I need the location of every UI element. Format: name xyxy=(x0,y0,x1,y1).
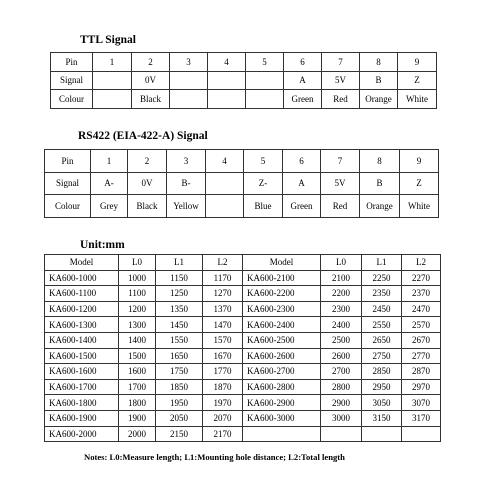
table-cell: Z- xyxy=(244,172,283,195)
table-cell: KA600-2800 xyxy=(243,379,321,395)
table-cell: 1370 xyxy=(203,301,243,317)
ttl-signal-title: TTL Signal xyxy=(80,34,136,46)
table-cell: Orange xyxy=(360,90,398,109)
table-cell: White xyxy=(398,90,437,109)
table-cell: 2400 xyxy=(321,317,362,333)
colour-row xyxy=(45,195,439,218)
table-cell: KA600-2200 xyxy=(243,286,321,302)
table-cell: KA600-1300 xyxy=(45,317,119,333)
table-cell: 1750 xyxy=(156,364,203,380)
table-cell: 2270 xyxy=(402,270,441,286)
table-cell: KA600-2300 xyxy=(243,301,321,317)
table-cell: A xyxy=(283,172,321,195)
table-cell: 2170 xyxy=(203,426,243,442)
table-cell xyxy=(93,71,132,90)
table-cell xyxy=(321,426,362,442)
table-cell: 2450 xyxy=(362,301,402,317)
pin-row xyxy=(45,150,439,173)
signal-row xyxy=(45,172,439,195)
table-row xyxy=(45,426,441,442)
table-cell: B xyxy=(360,172,400,195)
table-cell: 1500 xyxy=(119,348,156,364)
table-cell: 1700 xyxy=(119,379,156,395)
table-cell xyxy=(208,71,246,90)
table-cell: KA600-1100 xyxy=(45,286,119,302)
table-cell xyxy=(208,90,246,109)
table-cell: 3150 xyxy=(362,410,402,426)
table-cell: KA600-1900 xyxy=(45,410,119,426)
table-cell: KA600-1200 xyxy=(45,301,119,317)
table-cell: 4 xyxy=(208,53,246,72)
table-row xyxy=(45,379,441,395)
table-cell: 1450 xyxy=(156,317,203,333)
table-cell: Signal xyxy=(45,172,91,195)
table-row xyxy=(45,364,441,380)
table-cell: 1400 xyxy=(119,332,156,348)
table-cell: KA600-1400 xyxy=(45,332,119,348)
table-cell: Orange xyxy=(360,195,400,218)
table-cell: Pin xyxy=(45,150,91,173)
table-row xyxy=(45,410,441,426)
table-cell xyxy=(243,426,321,442)
table-cell: 9 xyxy=(400,150,439,173)
table-cell: 1900 xyxy=(119,410,156,426)
unit-title: Unit:mm xyxy=(80,239,125,251)
table-cell: Black xyxy=(132,90,170,109)
table-cell: 3 xyxy=(167,150,206,173)
table-cell: 1670 xyxy=(203,348,243,364)
table-cell: KA600-2400 xyxy=(243,317,321,333)
table-cell: 2600 xyxy=(321,348,362,364)
table-cell: 2070 xyxy=(203,410,243,426)
table-cell: 1350 xyxy=(156,301,203,317)
table-cell: 2500 xyxy=(321,332,362,348)
table-cell: Model xyxy=(243,255,321,271)
table-cell: 2850 xyxy=(362,364,402,380)
table-cell: 2 xyxy=(132,53,170,72)
table-cell: B xyxy=(360,71,398,90)
table-cell xyxy=(362,426,402,442)
table-row xyxy=(45,317,441,333)
table-cell: 1970 xyxy=(203,395,243,411)
table-cell: 4 xyxy=(206,150,244,173)
table-cell: Colour xyxy=(45,195,91,218)
table-cell: 2100 xyxy=(321,270,362,286)
table-cell: L0 xyxy=(321,255,362,271)
table-cell: Red xyxy=(321,195,360,218)
table-cell: 1570 xyxy=(203,332,243,348)
table-cell: 2900 xyxy=(321,395,362,411)
table-cell: 2370 xyxy=(402,286,441,302)
table-cell: 1600 xyxy=(119,364,156,380)
pin-row xyxy=(51,53,437,72)
table-cell: L1 xyxy=(362,255,402,271)
table-cell: Grey xyxy=(91,195,128,218)
table-cell: 2150 xyxy=(156,426,203,442)
table-cell: KA600-2600 xyxy=(243,348,321,364)
table-cell: 1800 xyxy=(119,395,156,411)
table-cell: 1000 xyxy=(119,270,156,286)
table-cell: 6 xyxy=(284,53,322,72)
table-cell: Red xyxy=(322,90,360,109)
table-cell: 1250 xyxy=(156,286,203,302)
table-cell: 1550 xyxy=(156,332,203,348)
table-cell: 2550 xyxy=(362,317,402,333)
table-cell: 3170 xyxy=(402,410,441,426)
table-cell: 2970 xyxy=(402,379,441,395)
table-row xyxy=(45,395,441,411)
table-row xyxy=(45,301,441,317)
table-cell: 2650 xyxy=(362,332,402,348)
table-cell xyxy=(170,90,208,109)
table-cell: Yellow xyxy=(167,195,206,218)
table-cell: 1870 xyxy=(203,379,243,395)
table-cell xyxy=(170,71,208,90)
table-cell: Green xyxy=(284,90,322,109)
table-cell: Colour xyxy=(51,90,93,109)
table-cell: 7 xyxy=(321,150,360,173)
table-cell: L1 xyxy=(156,255,203,271)
table-cell: 2570 xyxy=(402,317,441,333)
table-cell: 5 xyxy=(244,150,283,173)
table-cell: 2750 xyxy=(362,348,402,364)
table-cell: KA600-1600 xyxy=(45,364,119,380)
table-cell: 1150 xyxy=(156,270,203,286)
table-cell: 1300 xyxy=(119,317,156,333)
table-row xyxy=(45,286,441,302)
table-cell: 8 xyxy=(360,150,400,173)
table-cell: KA600-1800 xyxy=(45,395,119,411)
table-cell: 1 xyxy=(91,150,128,173)
table-cell: 8 xyxy=(360,53,398,72)
table-row xyxy=(45,270,441,286)
table-cell: L2 xyxy=(402,255,441,271)
notes-text: Notes: L0:Measure length; L1:Mounting hole distance; L2:Total length xyxy=(84,452,345,462)
table-cell: 7 xyxy=(322,53,360,72)
table-cell xyxy=(206,172,244,195)
table-cell: 2000 xyxy=(119,426,156,442)
table-row xyxy=(45,348,441,364)
table-cell: 1270 xyxy=(203,286,243,302)
table-cell: White xyxy=(400,195,439,218)
table-cell: 2200 xyxy=(321,286,362,302)
table-cell: 2050 xyxy=(156,410,203,426)
table-cell: 2870 xyxy=(402,364,441,380)
table-cell: Z xyxy=(398,71,437,90)
signal-row xyxy=(51,71,437,90)
table-cell: 2770 xyxy=(402,348,441,364)
table-cell: 1100 xyxy=(119,286,156,302)
rs422-signal-table xyxy=(44,149,439,218)
table-cell xyxy=(206,195,244,218)
table-cell xyxy=(246,90,284,109)
table-cell: 6 xyxy=(283,150,321,173)
table-cell: 1 xyxy=(93,53,132,72)
table-cell: 2250 xyxy=(362,270,402,286)
table-cell: 1170 xyxy=(203,270,243,286)
table-cell: KA600-2900 xyxy=(243,395,321,411)
table-cell: Z xyxy=(400,172,439,195)
ttl-signal-table xyxy=(50,52,437,109)
table-cell: 3050 xyxy=(362,395,402,411)
table-cell: 2950 xyxy=(362,379,402,395)
table-cell: KA600-2100 xyxy=(243,270,321,286)
table-cell: KA600-2000 xyxy=(45,426,119,442)
table-cell xyxy=(246,71,284,90)
colour-row xyxy=(51,90,437,109)
table-cell: Black xyxy=(128,195,167,218)
table-cell: 0V xyxy=(128,172,167,195)
table-cell: 5 xyxy=(246,53,284,72)
table-cell: 5V xyxy=(322,71,360,90)
table-cell: A xyxy=(284,71,322,90)
table-cell: 2300 xyxy=(321,301,362,317)
table-cell: 1770 xyxy=(203,364,243,380)
table-cell: B- xyxy=(167,172,206,195)
table-cell: 2700 xyxy=(321,364,362,380)
dimension-table xyxy=(44,254,441,442)
table-cell: Blue xyxy=(244,195,283,218)
table-cell: 3000 xyxy=(321,410,362,426)
table-cell: 3070 xyxy=(402,395,441,411)
rs422-signal-title: RS422 (EIA-422-A) Signal xyxy=(78,130,208,142)
table-cell xyxy=(93,90,132,109)
table-cell: Model xyxy=(45,255,119,271)
table-cell: 9 xyxy=(398,53,437,72)
table-cell: Green xyxy=(283,195,321,218)
table-cell: KA600-1700 xyxy=(45,379,119,395)
table-cell: 2800 xyxy=(321,379,362,395)
table-cell: 2470 xyxy=(402,301,441,317)
table-cell: 3 xyxy=(170,53,208,72)
table-cell: KA600-1500 xyxy=(45,348,119,364)
table-cell: 1850 xyxy=(156,379,203,395)
table-cell: L2 xyxy=(203,255,243,271)
table-cell: KA600-2500 xyxy=(243,332,321,348)
table-cell: KA600-2700 xyxy=(243,364,321,380)
table-cell: KA600-1000 xyxy=(45,270,119,286)
table-cell: Pin xyxy=(51,53,93,72)
table-row xyxy=(45,332,441,348)
table-cell: 0V xyxy=(132,71,170,90)
table-cell: 2670 xyxy=(402,332,441,348)
table-cell: 1650 xyxy=(156,348,203,364)
table-cell: A- xyxy=(91,172,128,195)
table-cell xyxy=(402,426,441,442)
table-cell: 1950 xyxy=(156,395,203,411)
table-cell: 1470 xyxy=(203,317,243,333)
header-row xyxy=(45,255,441,271)
table-cell: KA600-3000 xyxy=(243,410,321,426)
table-cell: Signal xyxy=(51,71,93,90)
table-cell: 5V xyxy=(321,172,360,195)
table-cell: L0 xyxy=(119,255,156,271)
table-cell: 2350 xyxy=(362,286,402,302)
table-cell: 2 xyxy=(128,150,167,173)
table-cell: 1200 xyxy=(119,301,156,317)
